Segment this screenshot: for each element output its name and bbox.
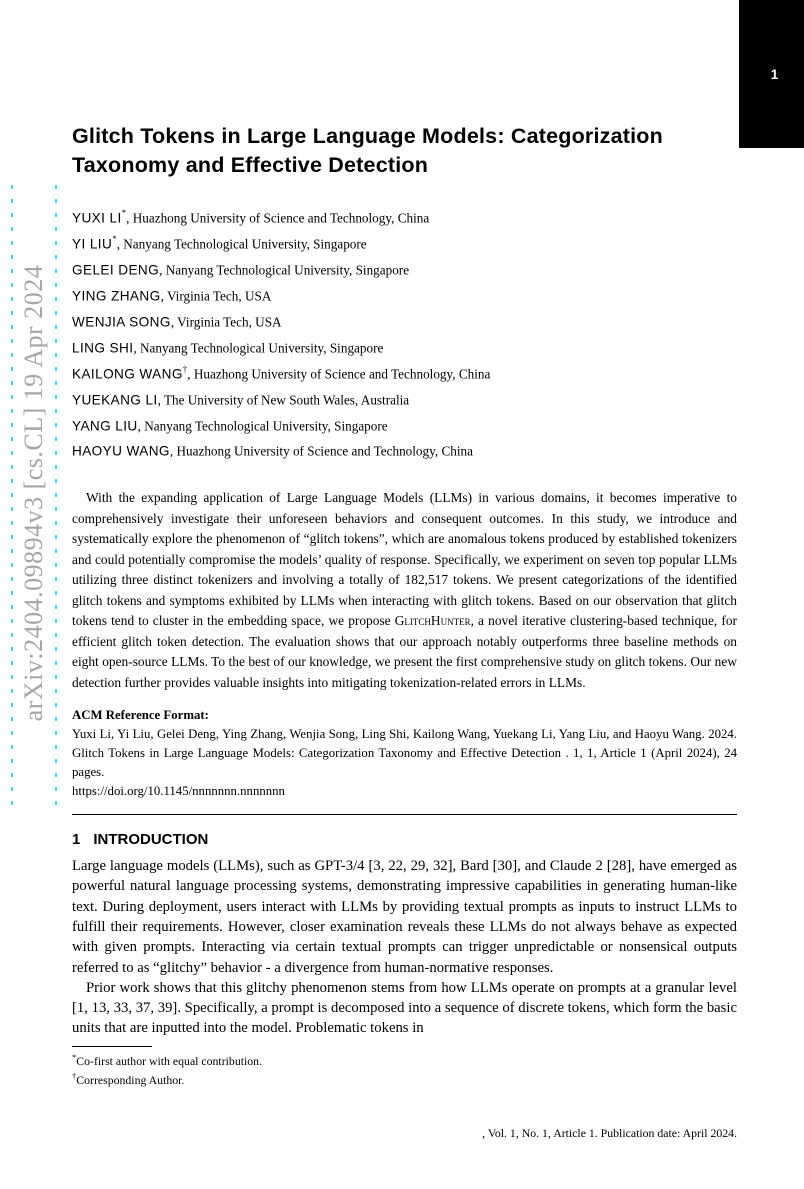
author-affiliation: Nanyang Technological University, Singapore [139, 340, 384, 356]
paper-title: Glitch Tokens in Large Language Models: Categorization Taxonomy and Effective Detection [72, 124, 663, 177]
author-separator: , [169, 443, 177, 459]
footnote-block [72, 1046, 737, 1089]
author-name: YUEKANG LI [72, 391, 158, 407]
author-separator: , [160, 288, 167, 304]
acm-reference-citation: Yuxi Li, Yi Liu, Gelei Deng, Ying Zhang, Wenjia Song, Ling Shi, Kailong Wang, Yuekang Li, Yang Liu, and Haoyu Wang. 2024. Glitch Tokens in Large Language Models: Categorization Taxonomy and Effective Detection . 1, 1, Article 1 (April 2024), 24 pages. [72, 727, 737, 780]
author-name: YING ZHANG [72, 288, 161, 304]
author-separator: , [116, 236, 124, 252]
author-affiliation: Huazhong University of Science and Technology, China [132, 210, 430, 226]
footnote-rule [72, 1046, 152, 1047]
watermark-dashed-line-left [11, 185, 13, 805]
author-marker: † [182, 363, 188, 374]
author-affiliation: Nanyang Technological University, Singapore [123, 236, 367, 252]
author-name: GELEI DENG [72, 262, 160, 278]
footnote-cofirst [72, 1051, 737, 1070]
watermark-dashed-line-right [55, 185, 57, 805]
page-number-box [739, 0, 804, 148]
author-separator: , [137, 417, 145, 433]
section-title: INTRODUCTION [93, 831, 209, 849]
author-affiliation: Virginia Tech, USA [177, 314, 282, 330]
section-divider-rule [72, 814, 737, 815]
abstract [72, 488, 737, 693]
main-column [72, 0, 737, 1039]
author-name: YUXI LI [72, 210, 122, 226]
footnote-marker: † [72, 1071, 77, 1082]
footnote-text: Co-first author with equal contribution. [76, 1053, 263, 1068]
author-separator: , [170, 314, 178, 330]
abstract-text-part1: With the expanding application of Large Language Models (LLMs) in various domains, it becomes imperative to comprehensively investigate their unforeseen behaviors and consequent outcomes. In this study, we introduce and systematically explore the phenomenon of “glitch tokens”, which are anomalous tokens produced by established tokenizers and could potentially compromise the models’ quality of response. Specifically, we experiment on seven top popular LLMs utilizing three distinct tokenizers and involving a totally of 182,517 tokens. We present categorizations of the identified glitch tokens and symptoms exhibited by LLMs when interacting with glitch tokens. Based on our observation that glitch tokens tend to cluster in the embedding space, we propose [72, 490, 737, 629]
author-name: KAILONG WANG [72, 366, 183, 382]
author-row [72, 411, 737, 437]
acm-reference-block [72, 706, 737, 801]
author-separator: , [133, 340, 140, 356]
author-separator: , [159, 262, 166, 278]
author-affiliation: Nanyang Technological University, Singapore [144, 417, 388, 433]
author-separator: , [126, 210, 133, 226]
author-row [72, 359, 737, 385]
author-separator: , [157, 391, 164, 407]
author-name: YANG LIU [72, 417, 138, 433]
footnote-corresponding [72, 1070, 737, 1089]
author-row [72, 333, 737, 359]
author-affiliation: Huazhong University of Science and Technology, China [193, 366, 491, 382]
introduction-paragraph-1: Large language models (LLMs), such as GPT-3/4 [3, 22, 29, 32], Bard [30], and Claude 2 [28], have emerged as powerful natural language processing systems, demonstrating impressive capabilities in generating human-like text. During deployment, users interact with LLMs by providing textual prompts as inputs to instruct LLMs to fulfill their requirements. However, closer examination reveals these LLMs do not always behave as expected with given prompts. Interacting via certain textual prompts can trigger unpredictable or nonsensical outputs referred to as “glitchy” behavior - a divergence from human-normative responses. [72, 858, 737, 976]
author-affiliation: The University of New South Wales, Australia [163, 391, 410, 407]
author-marker: * [112, 234, 117, 245]
author-row [72, 229, 737, 255]
author-row [72, 385, 737, 411]
author-name: YI LIU [72, 236, 113, 252]
arxiv-watermark: arXiv:2404.09894v3 [cs.CL] 19 Apr 2024 [19, 264, 48, 722]
author-affiliation: Virginia Tech, USA [166, 288, 272, 304]
acm-reference-heading: ACM Reference Format: [72, 708, 209, 723]
page-number: 1 [770, 66, 779, 82]
author-row [72, 281, 737, 307]
introduction-paragraph-2: Prior work shows that this glitchy phenomenon stems from how LLMs operate on prompts at a granular level [1, 13, 33, 37, 39]. Specifically, a prompt is decomposed into a sequence of discrete tokens, which form the basic units that are inputted into the model. Problematic tokens in [72, 979, 737, 1037]
author-row [72, 255, 737, 281]
author-affiliation: Huazhong University of Science and Technology, China [176, 443, 473, 459]
footnote-marker: * [72, 1052, 77, 1062]
author-affiliation: Nanyang Technological University, Singapore [165, 262, 410, 278]
author-row [72, 307, 737, 333]
section-heading-introduction [72, 831, 737, 848]
doi-link[interactable]: https://doi.org/10.1145/nnnnnnn.nnnnnnn [72, 784, 285, 799]
author-list [72, 203, 737, 462]
author-row [72, 436, 737, 462]
author-separator: , [187, 366, 194, 382]
author-name: WENJIA SONG [72, 314, 171, 330]
journal-footer: , Vol. 1, No. 1, Article 1. Publication date: April 2024. [482, 1126, 737, 1140]
author-name: LING SHI [72, 340, 134, 356]
footnote-text: Corresponding Author. [76, 1073, 185, 1088]
system-name: GlitchHunter [394, 613, 471, 629]
author-marker: * [121, 208, 127, 219]
author-name: HAOYU WANG [72, 443, 170, 459]
abstract-text-part2: , a novel iterative clustering-based technique, for efficient glitch token detection. The evaluation shows that our approach notably outperforms three baseline methods on eight open-source LLMs. To the best of our knowledge, we present the first comprehensive study on glitch tokens. Our new detection further provides valuable insights into mitigating tokenization-related errors in LLMs. [72, 613, 737, 690]
section-number: 1 [72, 831, 81, 849]
author-row [72, 203, 737, 229]
